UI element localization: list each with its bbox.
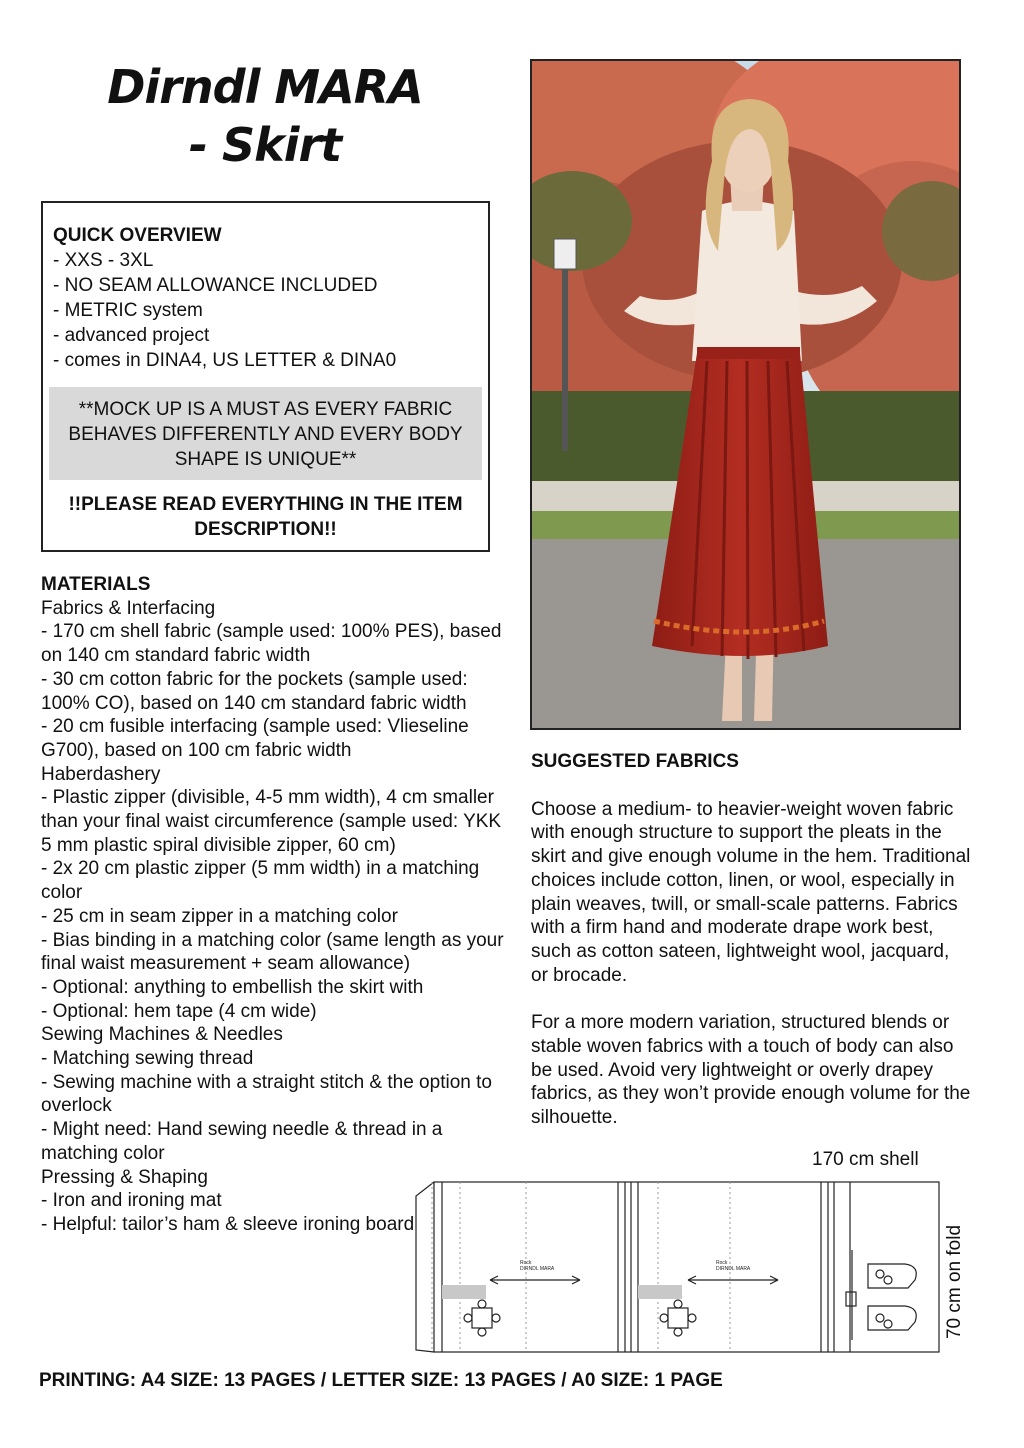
materials-line: - Bias binding in a matching color (same length as your final waist measurement + seam allowance) bbox=[41, 929, 504, 975]
overview-heading: QUICK OVERVIEW bbox=[53, 225, 222, 246]
materials-line: - 30 cm cotton fabric for the pockets (sample used: 100% CO), based on 140 cm standard fabric width bbox=[41, 668, 468, 714]
overview-item: - advanced project bbox=[53, 325, 210, 346]
shell-width-label: 170 cm shell bbox=[812, 1149, 919, 1170]
materials-list bbox=[41, 597, 506, 1237]
materials-line: - Might need: Hand sewing needle & thread in a matching color bbox=[41, 1119, 443, 1164]
piece-label: Rock bbox=[716, 1260, 728, 1266]
materials-line: Pressing & Shaping bbox=[41, 1166, 208, 1188]
page-title bbox=[40, 58, 490, 174]
suggested-fabrics-section bbox=[531, 750, 971, 1154]
suggested-paragraph: For a more modern variation, structured blends or stable woven fabrics with a touch of body can also be used. Avoid very lightweight or overly drapey fabrics, as they won’t provide enough volume for the silhouette. bbox=[531, 1012, 971, 1129]
lamp-post bbox=[562, 261, 568, 451]
materials-line: - 20 cm fusible interfacing (sample used: Vlieseline G700), based on 100 cm fabric width bbox=[41, 716, 469, 761]
materials-line: Haberdashery bbox=[41, 763, 161, 785]
title-line-1: Dirndl MARA bbox=[107, 60, 423, 114]
overview-item: - METRIC system bbox=[53, 300, 203, 321]
materials-line: Sewing Machines & Needles bbox=[41, 1024, 283, 1046]
model-photo bbox=[530, 59, 961, 730]
piece-label: DIRNDL MARA bbox=[520, 1266, 555, 1272]
lamp bbox=[554, 239, 576, 269]
materials-line: - Iron and ironing mat bbox=[41, 1190, 222, 1212]
materials-line: - Optional: anything to embellish the skirt with bbox=[41, 976, 424, 998]
materials-heading: MATERIALS bbox=[41, 574, 151, 595]
materials-line: - 2x 20 cm plastic zipper (5 mm width) in a matching color bbox=[41, 858, 480, 904]
overview-item: - XXS - 3XL bbox=[53, 250, 154, 271]
overview-item: - NO SEAM ALLOWANCE INCLUDED bbox=[53, 275, 378, 296]
materials-line: - Helpful: tailor’s ham & sleeve ironing board bbox=[41, 1213, 415, 1235]
suggested-paragraph: Choose a medium- to heavier-weight woven fabric with enough structure to support the pleats in the skirt and give enough volume in the hem. Traditional choices include cotton, linen, or wool, especially in plain weaves, twill, or small-scale patterns. Fabrics with a firm hand and moderate drape work best, such as cotton sateen, lightweight wool, jacquard, or brocade. bbox=[531, 798, 971, 986]
materials-section bbox=[41, 573, 506, 1237]
piece-label: Rock bbox=[520, 1260, 532, 1266]
piece-label: DIRNDL MARA bbox=[716, 1266, 751, 1272]
materials-line: Fabrics & Interfacing bbox=[41, 597, 216, 619]
mockup-note: **MOCK UP IS A MUST AS EVERY FABRIC BEHAVES DIFFERENTLY AND EVERY BODY SHAPE IS UNIQUE** bbox=[49, 387, 482, 480]
fold-length-label: 70 cm on fold bbox=[944, 1224, 965, 1340]
overview-item: - comes in DINA4, US LETTER & DINA0 bbox=[53, 350, 397, 371]
materials-line: - Optional: hem tape (4 cm wide) bbox=[41, 1000, 317, 1022]
materials-line: - 25 cm in seam zipper in a matching color bbox=[41, 905, 398, 927]
read-description-note: !!PLEASE READ EVERYTHING IN THE ITEM DESCRIPTION!! bbox=[68, 494, 463, 540]
printing-info: PRINTING: A4 SIZE: 13 PAGES / LETTER SIZE: 13 PAGES / A0 SIZE: 1 PAGE bbox=[39, 1370, 723, 1391]
photo-illustration bbox=[532, 61, 959, 728]
suggested-heading: SUGGESTED FABRICS bbox=[531, 751, 739, 772]
materials-line: - 170 cm shell fabric (sample used: 100% PES), based on 140 cm standard fabric width bbox=[41, 621, 502, 667]
materials-line: - Sewing machine with a straight stitch & the option to overlock bbox=[41, 1071, 492, 1117]
title-line-2: - Skirt bbox=[188, 118, 342, 172]
materials-line: - Plastic zipper (divisible, 4-5 mm width), 4 cm smaller than your final waist circumference (sample used: YKK 5 mm plastic spiral divisible zipper, 60 cm) bbox=[41, 787, 502, 856]
quick-overview-box bbox=[41, 201, 490, 552]
materials-line: - Matching sewing thread bbox=[41, 1048, 254, 1070]
cutting-layout-diagram bbox=[410, 1180, 945, 1356]
